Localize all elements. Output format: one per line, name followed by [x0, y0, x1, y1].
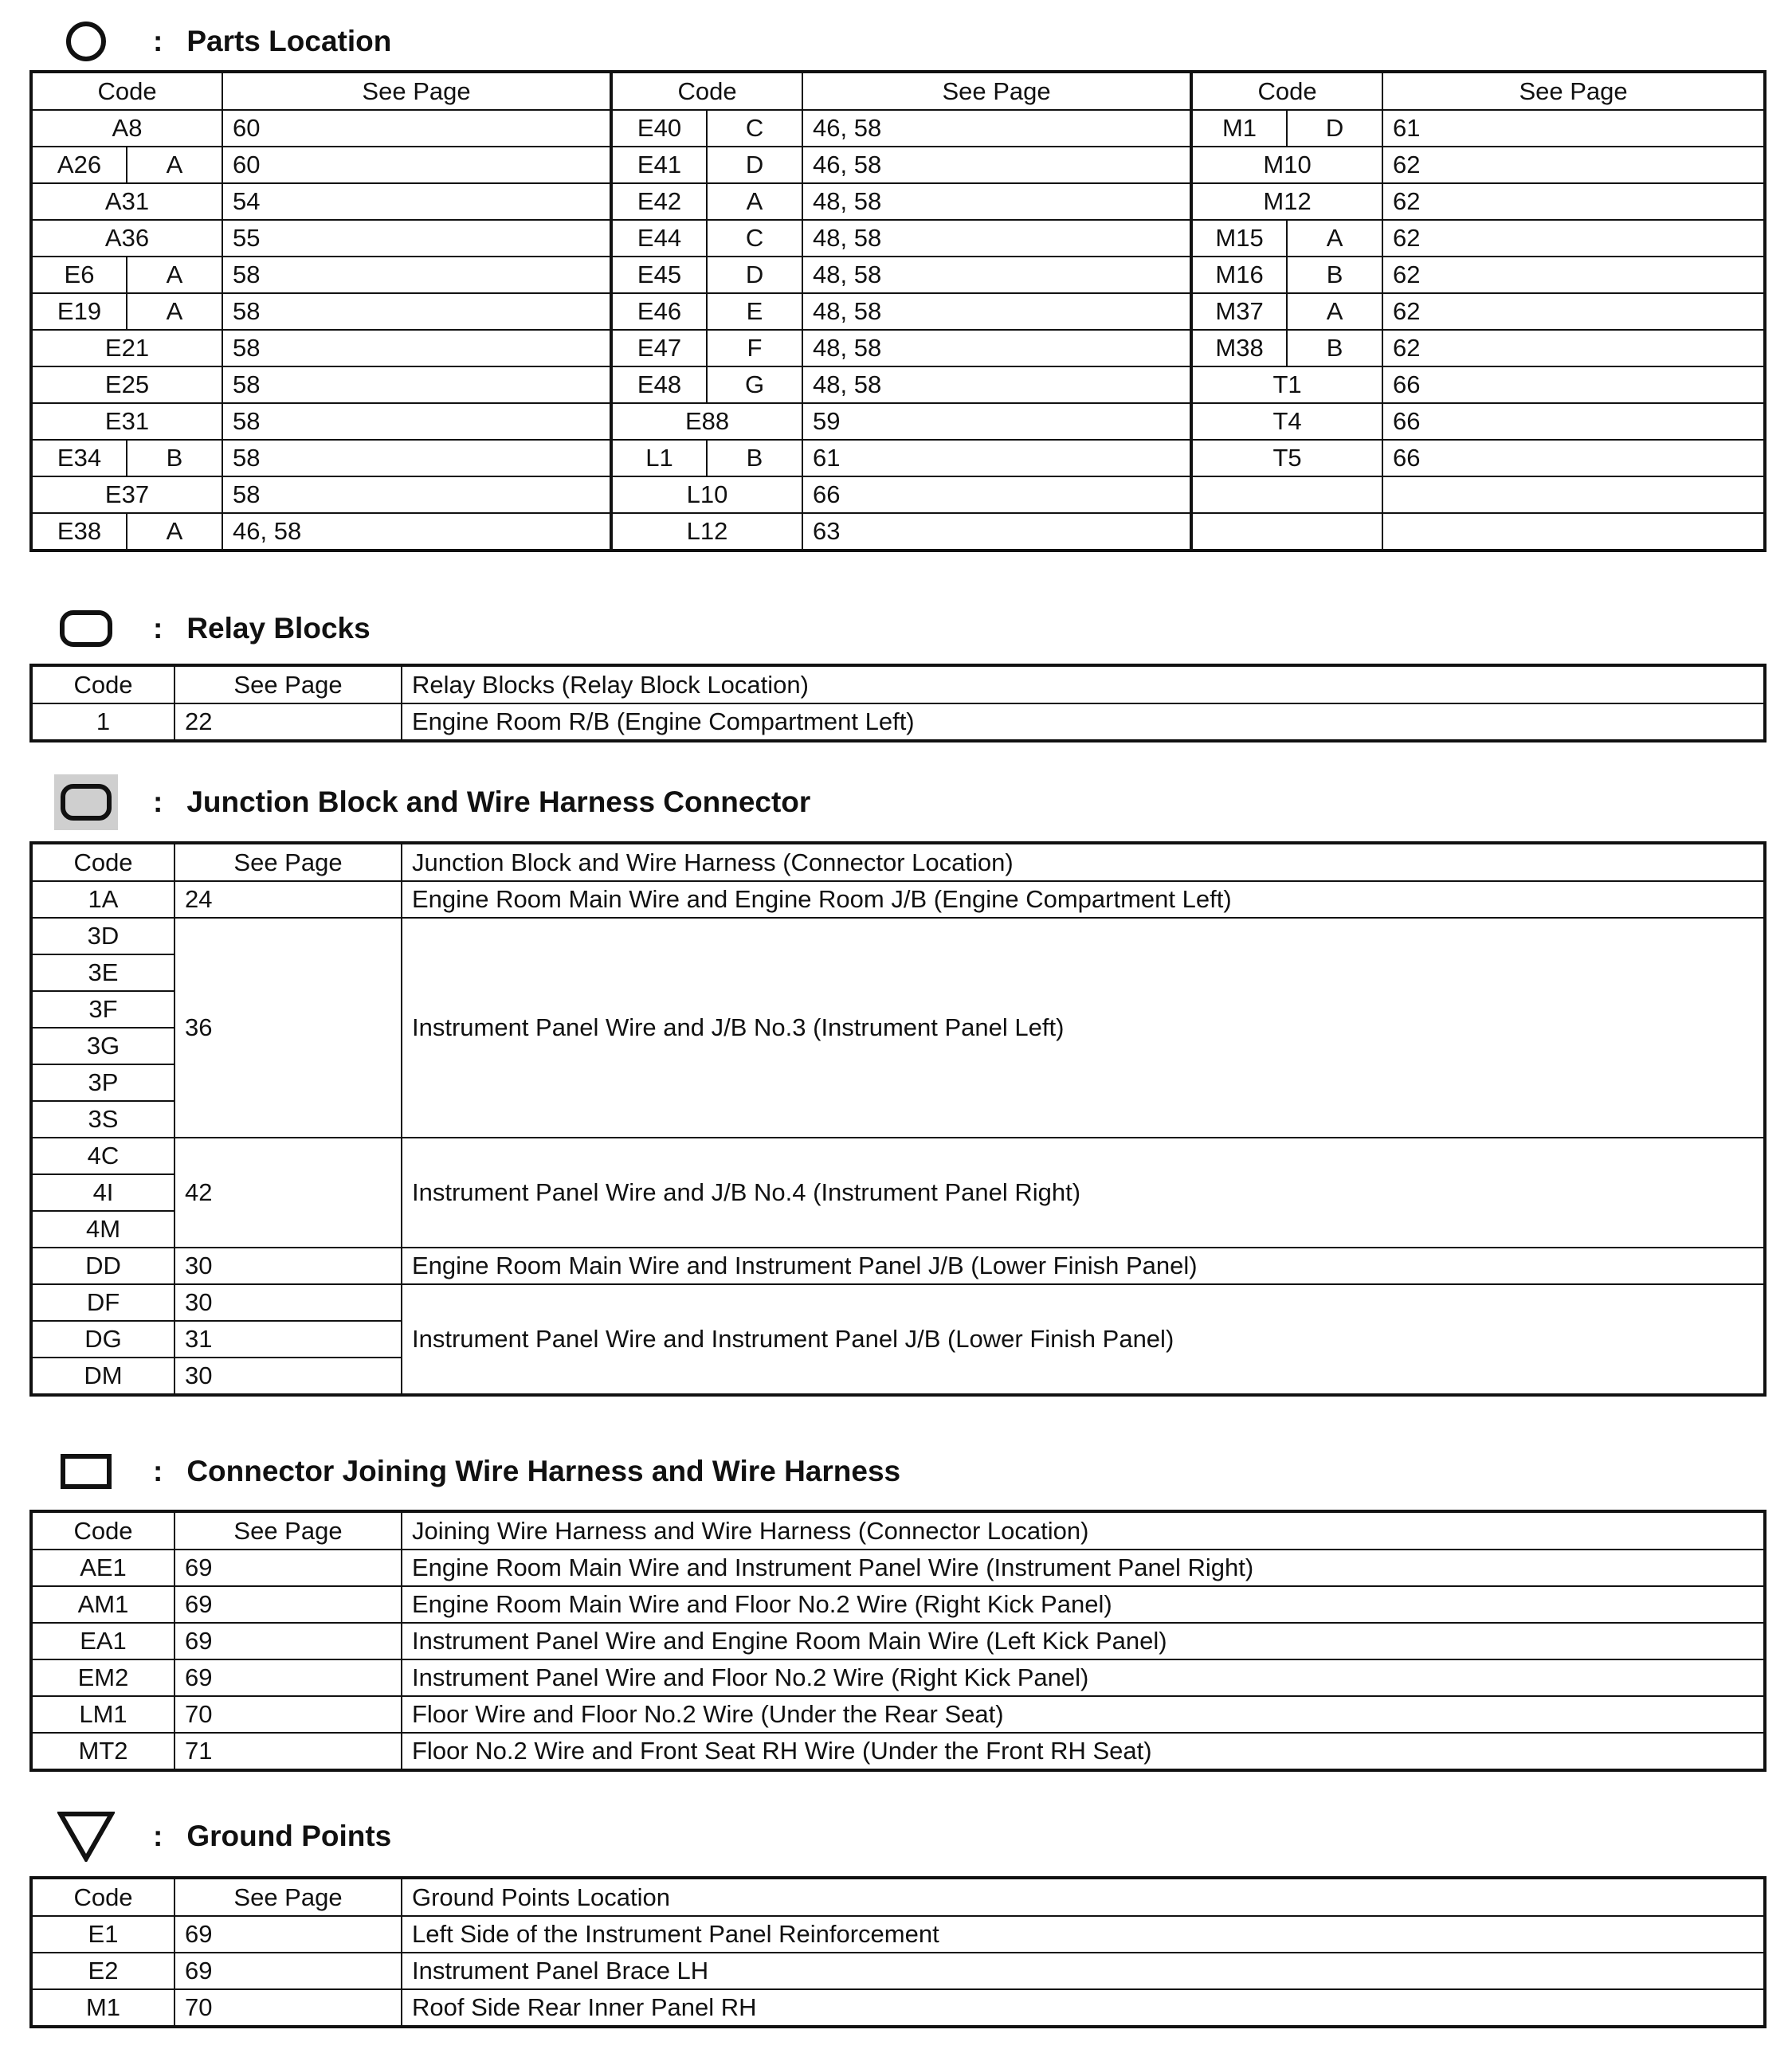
part-code: [1191, 476, 1382, 513]
see-page-cell: 69: [174, 1623, 402, 1659]
part-see-page: 61: [802, 440, 1191, 476]
part-see-page: 66: [1382, 440, 1765, 476]
part-see-page: 62: [1382, 183, 1765, 220]
part-sub-code: G: [707, 366, 802, 403]
code-cell: 3S: [31, 1101, 174, 1138]
part-see-page: 48, 58: [802, 257, 1191, 293]
part-sub-code: A: [707, 183, 802, 220]
rounded-rect-icon: [54, 601, 118, 656]
part-see-page: [1382, 476, 1765, 513]
part-see-page: 48, 58: [802, 183, 1191, 220]
code-cell: EA1: [31, 1623, 174, 1659]
table-row: [31, 403, 1765, 440]
part-see-page: 58: [222, 257, 611, 293]
table-row: [31, 1623, 1765, 1659]
part-sub-code: D: [1287, 110, 1382, 147]
part-sub-code: A: [127, 293, 222, 330]
part-sub-code: A: [127, 257, 222, 293]
code-cell: EM2: [31, 1659, 174, 1696]
code-header: Code: [611, 72, 802, 110]
description-header: Joining Wire Harness and Wire Harness (Connector Location): [402, 1511, 1765, 1550]
code-cell: 4M: [31, 1211, 174, 1248]
relay-blocks-title: Relay Blocks: [186, 612, 371, 645]
part-see-page: 58: [222, 476, 611, 513]
part-code: L1: [611, 440, 707, 476]
part-sub-code: B: [1287, 257, 1382, 293]
see-page-cell: 36: [174, 918, 402, 1138]
part-see-page: 55: [222, 220, 611, 257]
description-cell: Instrument Panel Wire and Engine Room Main Wire (Left Kick Panel): [402, 1623, 1765, 1659]
see-page-cell: 24: [174, 881, 402, 918]
part-sub-code: A: [1287, 293, 1382, 330]
part-code: M1: [1191, 110, 1287, 147]
parts-location-heading: [54, 14, 391, 69]
see-page-cell: 70: [174, 1989, 402, 2027]
code-cell: 4C: [31, 1138, 174, 1174]
see-page-cell: 30: [174, 1248, 402, 1284]
see-page-cell: 69: [174, 1586, 402, 1623]
part-sub-code: C: [707, 220, 802, 257]
see-page-header: See Page: [802, 72, 1191, 110]
part-see-page: 54: [222, 183, 611, 220]
part-see-page: 58: [222, 366, 611, 403]
code-cell: 3G: [31, 1028, 174, 1064]
table-header-row: [31, 843, 1765, 881]
table-row: [31, 330, 1765, 366]
table-row: [31, 513, 1765, 550]
table-row: [31, 1733, 1765, 1770]
shaded-rounded-rect-icon: [54, 774, 118, 830]
part-code: T1: [1191, 366, 1382, 403]
part-see-page: 66: [802, 476, 1191, 513]
part-sub-code: C: [707, 110, 802, 147]
part-see-page: 60: [222, 110, 611, 147]
heading-colon: :: [153, 25, 163, 57]
part-code: E19: [31, 293, 127, 330]
code-header: Code: [31, 1878, 174, 1916]
part-sub-code: B: [1287, 330, 1382, 366]
circle-icon: [54, 14, 118, 69]
code-cell: MT2: [31, 1733, 174, 1770]
relay-blocks-table: [29, 664, 1767, 742]
part-see-page: 62: [1382, 220, 1765, 257]
part-code: M16: [1191, 257, 1287, 293]
part-see-page: 62: [1382, 147, 1765, 183]
code-cell: 3P: [31, 1064, 174, 1101]
part-see-page: 63: [802, 513, 1191, 550]
code-cell: 1: [31, 703, 174, 741]
see-page-cell: 69: [174, 1659, 402, 1696]
table-row: [31, 110, 1765, 147]
table-header-row: [31, 665, 1765, 703]
part-see-page: 48, 58: [802, 293, 1191, 330]
code-header: Code: [1191, 72, 1382, 110]
parts-location-title: Parts Location: [186, 25, 392, 57]
code-cell: DG: [31, 1321, 174, 1358]
see-page-header: See Page: [222, 72, 611, 110]
description-header: Junction Block and Wire Harness (Connector Location): [402, 843, 1765, 881]
part-sub-code: F: [707, 330, 802, 366]
see-page-cell: 69: [174, 1916, 402, 1953]
description-cell: Instrument Panel Wire and J/B No.4 (Instrument Panel Right): [402, 1138, 1765, 1248]
part-code: M38: [1191, 330, 1287, 366]
part-see-page: 60: [222, 147, 611, 183]
part-code: A26: [31, 147, 127, 183]
code-cell: 4I: [31, 1174, 174, 1211]
table-row: [31, 1989, 1765, 2027]
heading-colon: :: [153, 1820, 163, 1852]
part-see-page: 58: [222, 403, 611, 440]
part-sub-code: A: [1287, 220, 1382, 257]
part-code: E44: [611, 220, 707, 257]
connector-heading: [54, 1444, 900, 1499]
table-row: [31, 918, 1765, 954]
part-code: [1191, 513, 1382, 550]
part-code: L10: [611, 476, 802, 513]
part-code: E47: [611, 330, 707, 366]
part-code: A36: [31, 220, 222, 257]
code-cell: E1: [31, 1916, 174, 1953]
part-code: E48: [611, 366, 707, 403]
junction-block-title: Junction Block and Wire Harness Connector: [186, 786, 811, 818]
part-sub-code: A: [127, 147, 222, 183]
table-row: [31, 1659, 1765, 1696]
code-cell: LM1: [31, 1696, 174, 1733]
code-cell: 3D: [31, 918, 174, 954]
table-header-row: [31, 72, 1765, 110]
triangle-down-icon: [54, 1808, 118, 1864]
relay-blocks-heading: [54, 601, 371, 656]
see-page-cell: 31: [174, 1321, 402, 1358]
code-header: Code: [31, 665, 174, 703]
part-code: T5: [1191, 440, 1382, 476]
table-row: [31, 1284, 1765, 1321]
part-see-page: 62: [1382, 293, 1765, 330]
see-page-header: See Page: [174, 665, 402, 703]
part-see-page: 58: [222, 293, 611, 330]
part-see-page: 66: [1382, 366, 1765, 403]
table-row: [31, 293, 1765, 330]
junction-block-heading: [54, 774, 810, 830]
part-code: M37: [1191, 293, 1287, 330]
part-see-page: 62: [1382, 330, 1765, 366]
description-cell: Instrument Panel Wire and Instrument Panel J/B (Lower Finish Panel): [402, 1284, 1765, 1395]
table-row: [31, 147, 1765, 183]
part-see-page: 48, 58: [802, 366, 1191, 403]
description-cell: Floor Wire and Floor No.2 Wire (Under the Rear Seat): [402, 1696, 1765, 1733]
see-page-header: See Page: [174, 843, 402, 881]
table-row: [31, 366, 1765, 403]
part-sub-code: B: [707, 440, 802, 476]
description-cell: Instrument Panel Wire and J/B No.3 (Instrument Panel Left): [402, 918, 1765, 1138]
table-row: [31, 183, 1765, 220]
see-page-header: See Page: [1382, 72, 1765, 110]
see-page-cell: 69: [174, 1953, 402, 1989]
code-cell: 1A: [31, 881, 174, 918]
description-cell: Engine Room Main Wire and Instrument Panel J/B (Lower Finish Panel): [402, 1248, 1765, 1284]
see-page-header: See Page: [174, 1878, 402, 1916]
code-cell: DD: [31, 1248, 174, 1284]
part-see-page: 62: [1382, 257, 1765, 293]
table-row: [31, 881, 1765, 918]
part-code: E45: [611, 257, 707, 293]
part-sub-code: D: [707, 147, 802, 183]
part-code: E25: [31, 366, 222, 403]
part-sub-code: D: [707, 257, 802, 293]
part-code: E21: [31, 330, 222, 366]
part-code: E42: [611, 183, 707, 220]
part-see-page: 59: [802, 403, 1191, 440]
code-cell: 3F: [31, 991, 174, 1028]
part-see-page: 46, 58: [802, 110, 1191, 147]
parts-location-table: [29, 70, 1767, 552]
part-see-page: 58: [222, 440, 611, 476]
table-row: [31, 257, 1765, 293]
see-page-cell: 71: [174, 1733, 402, 1770]
part-code: E6: [31, 257, 127, 293]
table-row: [31, 1953, 1765, 1989]
ground-points-heading: [54, 1808, 391, 1864]
see-page-cell: 69: [174, 1550, 402, 1586]
part-code: E88: [611, 403, 802, 440]
code-cell: AM1: [31, 1586, 174, 1623]
part-see-page: [1382, 513, 1765, 550]
code-header: Code: [31, 843, 174, 881]
part-code: E46: [611, 293, 707, 330]
heading-colon: :: [153, 786, 163, 818]
ground-points-title: Ground Points: [186, 1820, 392, 1852]
part-see-page: 46, 58: [802, 147, 1191, 183]
see-page-cell: 22: [174, 703, 402, 741]
see-page-header: See Page: [174, 1511, 402, 1550]
heading-colon: :: [153, 612, 163, 645]
rectangle-icon: [54, 1444, 118, 1499]
part-see-page: 66: [1382, 403, 1765, 440]
part-code: E41: [611, 147, 707, 183]
table-row: [31, 476, 1765, 513]
part-see-page: 61: [1382, 110, 1765, 147]
description-cell: Engine Room R/B (Engine Compartment Left): [402, 703, 1765, 741]
table-row: [31, 1550, 1765, 1586]
code-cell: DF: [31, 1284, 174, 1321]
part-code: E37: [31, 476, 222, 513]
part-sub-code: E: [707, 293, 802, 330]
code-header: Code: [31, 72, 222, 110]
description-cell: Instrument Panel Wire and Floor No.2 Wire (Right Kick Panel): [402, 1659, 1765, 1696]
description-cell: Engine Room Main Wire and Engine Room J/B (Engine Compartment Left): [402, 881, 1765, 918]
part-code: M12: [1191, 183, 1382, 220]
table-header-row: [31, 1511, 1765, 1550]
description-cell: Left Side of the Instrument Panel Reinforcement: [402, 1916, 1765, 1953]
part-code: T4: [1191, 403, 1382, 440]
junction-block-table: [29, 841, 1767, 1397]
see-page-cell: 42: [174, 1138, 402, 1248]
see-page-cell: 70: [174, 1696, 402, 1733]
part-code: A8: [31, 110, 222, 147]
connector-title: Connector Joining Wire Harness and Wire Harness: [186, 1455, 901, 1487]
part-code: M15: [1191, 220, 1287, 257]
description-cell: Roof Side Rear Inner Panel RH: [402, 1989, 1765, 2027]
description-cell: Floor No.2 Wire and Front Seat RH Wire (Under the Front RH Seat): [402, 1733, 1765, 1770]
code-cell: 3E: [31, 954, 174, 991]
table-row: [31, 1138, 1765, 1174]
description-header: Relay Blocks (Relay Block Location): [402, 665, 1765, 703]
code-cell: M1: [31, 1989, 174, 2027]
part-code: E34: [31, 440, 127, 476]
part-sub-code: B: [127, 440, 222, 476]
code-cell: AE1: [31, 1550, 174, 1586]
table-row: [31, 1916, 1765, 1953]
description-cell: Engine Room Main Wire and Instrument Panel Wire (Instrument Panel Right): [402, 1550, 1765, 1586]
part-see-page: 48, 58: [802, 220, 1191, 257]
part-sub-code: A: [127, 513, 222, 550]
part-code: A31: [31, 183, 222, 220]
table-row: [31, 220, 1765, 257]
part-code: E31: [31, 403, 222, 440]
connector-table: [29, 1510, 1767, 1772]
table-row: [31, 1696, 1765, 1733]
description-cell: Engine Room Main Wire and Floor No.2 Wire (Right Kick Panel): [402, 1586, 1765, 1623]
see-page-cell: 30: [174, 1358, 402, 1395]
table-row: [31, 1586, 1765, 1623]
part-code: E38: [31, 513, 127, 550]
heading-colon: :: [153, 1455, 163, 1487]
description-header: Ground Points Location: [402, 1878, 1765, 1916]
part-see-page: 46, 58: [222, 513, 611, 550]
part-code: L12: [611, 513, 802, 550]
table-row: [31, 703, 1765, 741]
table-header-row: [31, 1878, 1765, 1916]
ground-points-table: [29, 1876, 1767, 2028]
table-row: [31, 1248, 1765, 1284]
code-cell: DM: [31, 1358, 174, 1395]
code-header: Code: [31, 1511, 174, 1550]
part-see-page: 48, 58: [802, 330, 1191, 366]
part-see-page: 58: [222, 330, 611, 366]
description-cell: Instrument Panel Brace LH: [402, 1953, 1765, 1989]
part-code: E40: [611, 110, 707, 147]
table-row: [31, 440, 1765, 476]
part-code: M10: [1191, 147, 1382, 183]
code-cell: E2: [31, 1953, 174, 1989]
see-page-cell: 30: [174, 1284, 402, 1321]
